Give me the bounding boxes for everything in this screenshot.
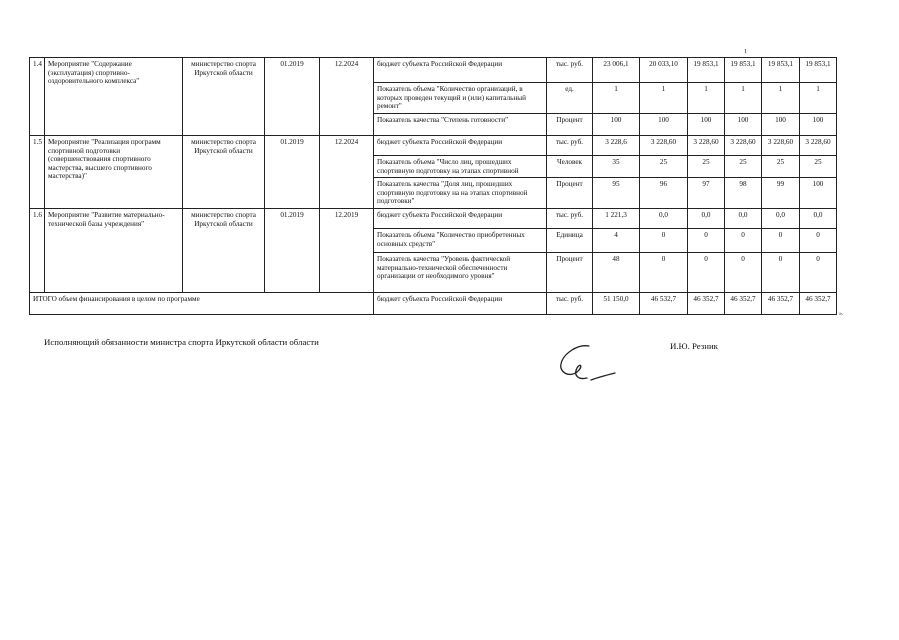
value-cell: 19 853,1	[725, 58, 762, 83]
value-cell: 100	[640, 113, 688, 135]
start-date: 01.2019	[265, 135, 320, 208]
value-cell: 3 228,60	[688, 135, 725, 155]
value-cell: 99	[762, 178, 800, 209]
signatory-position: Исполняющий обязанности министра спорта Иркутской области области	[44, 337, 319, 347]
handwritten-signature	[555, 334, 625, 390]
indicator-name: Показатель объема "Количество организаций, в которых проведен текущий и (или) капитальный ремонт"	[374, 83, 547, 114]
indicator-name: бюджет субъекта Российской Федерации	[374, 58, 547, 83]
value-cell: 1 221,3	[593, 209, 640, 229]
value-cell: 97	[688, 178, 725, 209]
value-cell: 46 352,7	[725, 293, 762, 315]
table-row	[30, 135, 837, 155]
unit: Человек	[547, 155, 593, 177]
value-cell: 3 228,60	[640, 135, 688, 155]
indicator-name: Показатель качества "Уровень фактической материально-технической обеспеченности организации от необходимого уровня"	[374, 253, 547, 293]
activity-name: Мероприятие "Реализация программ спортивной подготовки (совершенствования спортивного мастерства, высшего спортивного мастерства)"	[45, 135, 183, 208]
item-number: 1.6	[30, 209, 45, 293]
start-date: 01.2019	[265, 209, 320, 293]
executor: министерство спорта Иркутской области	[183, 135, 265, 208]
value-cell: 0	[688, 253, 725, 293]
value-cell: 35	[593, 155, 640, 177]
value-cell: 0	[762, 253, 800, 293]
value-cell: 98	[725, 178, 762, 209]
signatory-name: И.Ю. Резник	[670, 341, 718, 351]
unit: Процент	[547, 253, 593, 293]
value-cell: 1	[800, 83, 837, 114]
value-cell: 46 352,7	[800, 293, 837, 315]
total-label: ИТОГО объем финансирования в целом по программе	[30, 293, 374, 315]
value-cell: 25	[725, 155, 762, 177]
value-cell: 1	[593, 83, 640, 114]
item-number: 1.4	[30, 58, 45, 136]
value-cell: 95	[593, 178, 640, 209]
value-cell: 100	[762, 113, 800, 135]
activity-name: Мероприятие "Развитие материально-технической базы учреждения"	[45, 209, 183, 293]
value-cell: 0	[640, 229, 688, 253]
unit: тыс. руб.	[547, 293, 593, 315]
value-cell: 1	[762, 83, 800, 114]
value-cell: 96	[640, 178, 688, 209]
value-cell: 1	[640, 83, 688, 114]
page-number: 1	[744, 49, 747, 55]
table-row	[30, 209, 837, 229]
value-cell: 0,0	[800, 209, 837, 229]
closing-quote: ».	[839, 311, 844, 317]
item-number: 1.5	[30, 135, 45, 208]
value-cell: 4	[593, 229, 640, 253]
value-cell: 3 228,60	[800, 135, 837, 155]
table-row	[30, 58, 837, 83]
value-cell: 25	[800, 155, 837, 177]
value-cell: 19 853,1	[800, 58, 837, 83]
value-cell: 51 150,0	[593, 293, 640, 315]
value-cell: 1	[725, 83, 762, 114]
value-cell: 20 033,10	[640, 58, 688, 83]
indicator-name: Показатель объема "Количество приобретенных основных средств"	[374, 229, 547, 253]
value-cell: 0	[725, 229, 762, 253]
activity-name: Мероприятие "Содержание (эксплуатация) спортивно-оздоровительного комплекса"	[45, 58, 183, 136]
indicator-name: Показатель качества "Доля лиц, прошедших спортивную подготовку на на этапах спортивной подготовки"	[374, 178, 547, 209]
unit: тыс. руб.	[547, 58, 593, 83]
indicator-name: Показатель качества "Степень готовности"	[374, 113, 547, 135]
value-cell: 46 532,7	[640, 293, 688, 315]
value-cell: 3 228,60	[725, 135, 762, 155]
unit: Процент	[547, 113, 593, 135]
unit: ед.	[547, 83, 593, 114]
value-cell: 0	[640, 253, 688, 293]
program-table	[29, 57, 837, 315]
start-date: 01.2019	[265, 58, 320, 136]
indicator-name: бюджет субъекта Российской Федерации	[374, 135, 547, 155]
value-cell: 0	[688, 229, 725, 253]
value-cell: 0	[800, 253, 837, 293]
end-date: 12.2024	[320, 58, 374, 136]
unit: Процент	[547, 178, 593, 209]
total-row	[30, 293, 837, 315]
value-cell: 25	[688, 155, 725, 177]
value-cell: 0,0	[688, 209, 725, 229]
unit: Единица	[547, 229, 593, 253]
value-cell: 3 228,6	[593, 135, 640, 155]
value-cell: 23 006,1	[593, 58, 640, 83]
value-cell: 46 352,7	[688, 293, 725, 315]
value-cell: 0	[725, 253, 762, 293]
value-cell: 25	[640, 155, 688, 177]
value-cell: 0	[762, 229, 800, 253]
value-cell: 3 228,60	[762, 135, 800, 155]
executor: министерство спорта Иркутской области	[183, 209, 265, 293]
unit: тыс. руб.	[547, 209, 593, 229]
indicator-name: бюджет субъекта Российской Федерации	[374, 209, 547, 229]
value-cell: 0,0	[640, 209, 688, 229]
value-cell: 0,0	[725, 209, 762, 229]
value-cell: 1	[688, 83, 725, 114]
value-cell: 19 853,1	[688, 58, 725, 83]
value-cell: 48	[593, 253, 640, 293]
executor: министерство спорта Иркутской области	[183, 58, 265, 136]
value-cell: 100	[688, 113, 725, 135]
table-body	[30, 58, 837, 315]
value-cell: 19 853,1	[762, 58, 800, 83]
unit: тыс. руб.	[547, 135, 593, 155]
value-cell: 0	[800, 229, 837, 253]
value-cell: 0,0	[762, 209, 800, 229]
indicator-name: бюджет субъекта Российской Федерации	[374, 293, 547, 315]
value-cell: 46 352,7	[762, 293, 800, 315]
value-cell: 100	[800, 113, 837, 135]
value-cell: 100	[725, 113, 762, 135]
value-cell: 100	[800, 178, 837, 209]
value-cell: 100	[593, 113, 640, 135]
end-date: 12.2024	[320, 135, 374, 208]
end-date: 12.2019	[320, 209, 374, 293]
indicator-name: Показатель объема "Число лиц, прошедших спортивную подготовку на этапах спортивной	[374, 155, 547, 177]
value-cell: 25	[762, 155, 800, 177]
